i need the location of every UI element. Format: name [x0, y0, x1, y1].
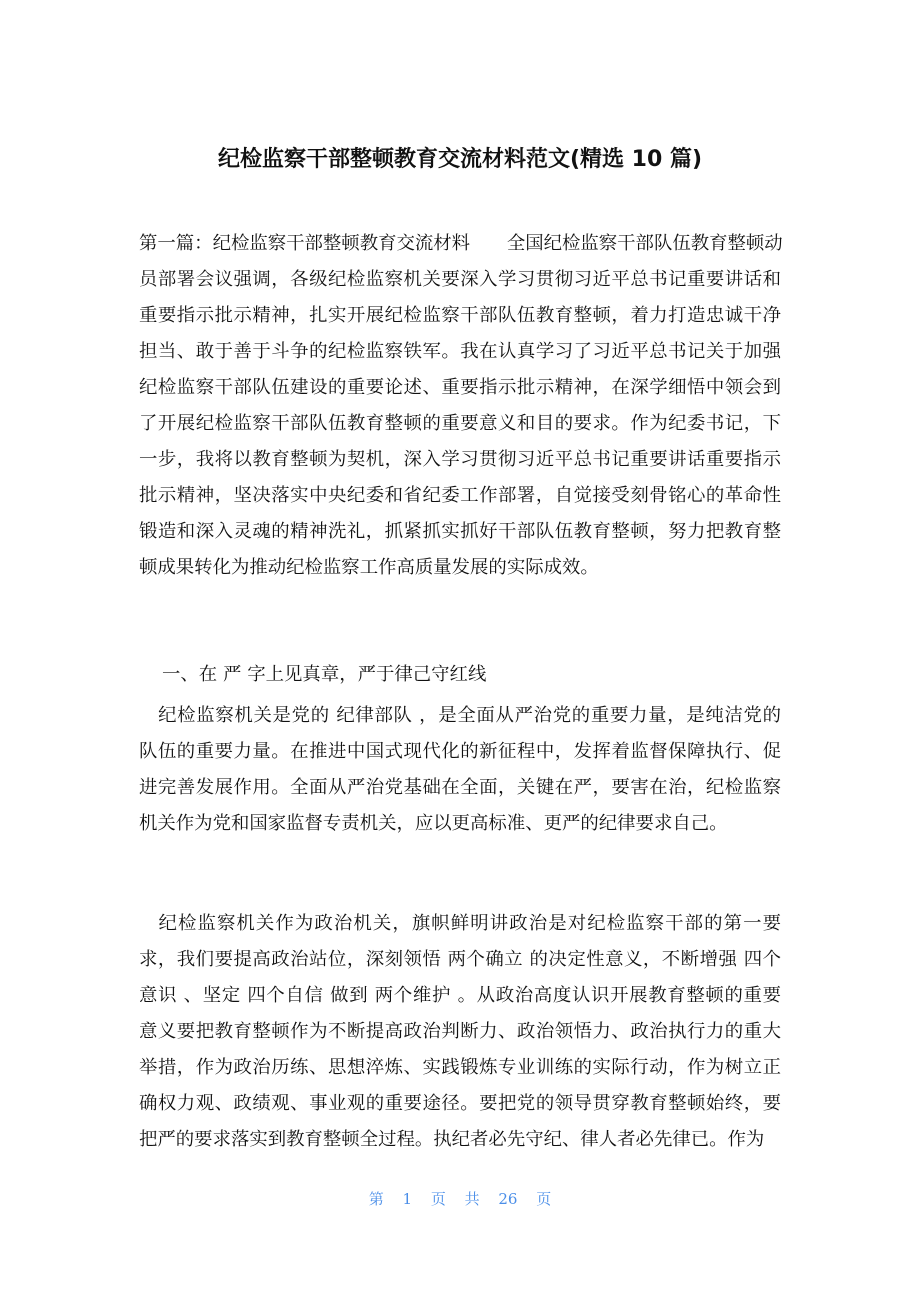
text-line: 一步，我将以教育整顿为契机，深入学习贯彻习近平总书记重要讲话重要指示: [139, 449, 781, 470]
text-line: 重要指示批示精神，扎实开展纪检监察干部队伍教育整顿，着力打造忠诚干净: [139, 305, 781, 326]
text-line: 求，我们要提高政治站位，深刻领悟 两个确立 的决定性意义，不断增强 四个: [139, 949, 781, 970]
section-heading-1: 一、在 严 字上见真章，严于律己守红线: [162, 664, 487, 685]
text-line: 举措，作为政治历练、思想淬炼、实践锻炼专业训练的实际行动，作为树立正: [139, 1057, 781, 1078]
text-line: 确权力观、政绩观、事业观的重要途径。要把党的领导贯穿教育整顿始终，要: [139, 1093, 781, 1114]
text-line: 锻造和深入灵魂的精神洗礼，抓紧抓实抓好干部队伍教育整顿，努力把教育整: [139, 521, 781, 542]
text-line: 纪检监察机关是党的 纪律部队 ，是全面从严治党的重要力量，是纯洁党的: [139, 705, 781, 726]
text-line: 批示精神，坚决落实中央纪委和省纪委工作部署，自觉接受刻骨铭心的革命性: [139, 485, 781, 506]
text-line: 担当、敢于善于斗争的纪检监察铁军。我在认真学习了习近平总书记关于加强: [139, 341, 781, 362]
text-line: 顿成果转化为推动纪检监察工作高质量发展的实际成效。: [139, 557, 599, 578]
text-line: 员部署会议强调，各级纪检监察机关要深入学习贯彻习近平总书记重要讲话和: [139, 269, 781, 290]
text-line: 了开展纪检监察干部队伍教育整顿的重要意义和目的要求。作为纪委书记，下: [139, 413, 781, 434]
text-line: 纪检监察干部队伍建设的重要论述、重要指示批示精神，在深学细悟中领会到: [139, 377, 781, 398]
text-line: 进完善发展作用。全面从严治党基础在全面，关键在严，要害在治，纪检监察: [139, 777, 781, 798]
text-line: 第一篇：纪检监察干部整顿教育交流材料 全国纪检监察干部队伍教育整顿动: [139, 233, 783, 254]
text-line: 纪检监察机关作为政治机关，旗帜鲜明讲政治是对纪检监察干部的第一要: [139, 913, 781, 934]
text-line: 队伍的重要力量。在推进中国式现代化的新征程中，发挥着监督保障执行、促: [139, 741, 781, 762]
document-title: 纪检监察干部整顿教育交流材料范文(精选 10 篇): [217, 147, 703, 172]
text-line: 机关作为党和国家监督专责机关，应以更高标准、更严的纪律要求自己。: [139, 813, 728, 834]
text-line: 意识 、坚定 四个自信 做到 两个维护 。从政治高度认识开展教育整顿的重要: [139, 985, 781, 1006]
text-line: 把严的要求落实到教育整顿全过程。执纪者必先守纪、律人者必先律已。作为: [139, 1129, 765, 1150]
text-line: 意义要把教育整顿作为不断提高政治判断力、政治领悟力、政治执行力的重大: [139, 1021, 781, 1042]
page-number-footer: 第 1 页 共 26 页: [368, 1190, 552, 1208]
